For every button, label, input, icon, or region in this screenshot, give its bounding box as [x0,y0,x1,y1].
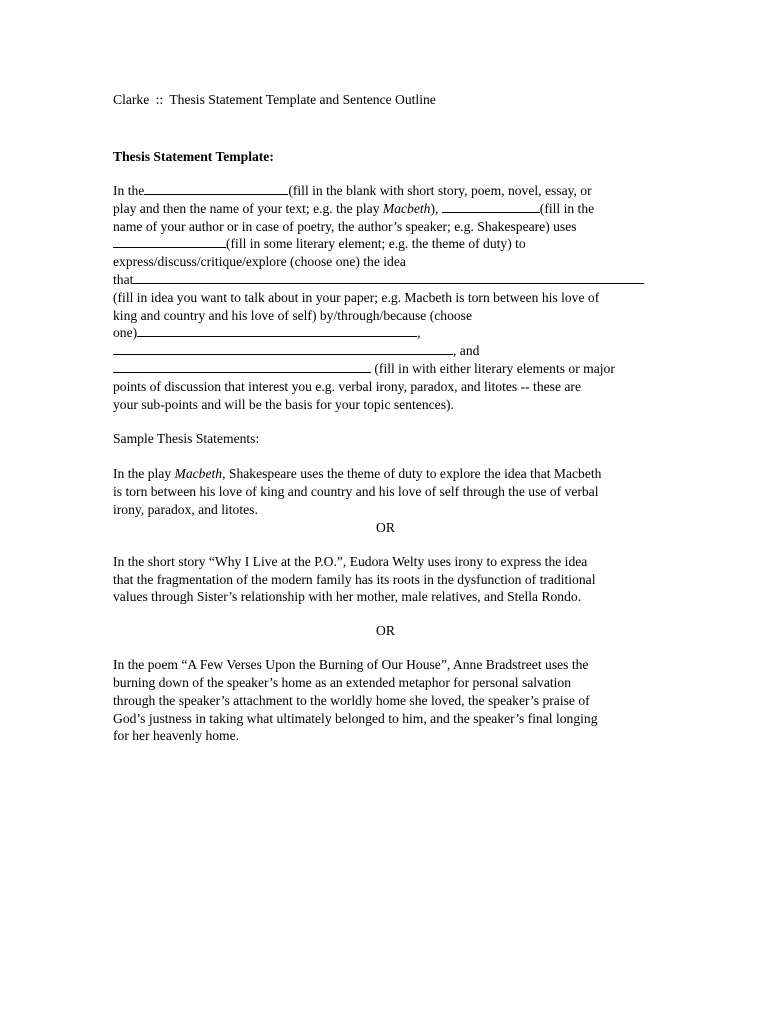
template-line [113,324,658,342]
template-line [113,200,658,218]
sample-line: through the speaker’s attachment to the worldly home she loved, the speaker’s praise of [113,692,590,708]
template-text: one) [113,325,138,341]
sample-line: that the fragmentation of the modern family has its roots in the dysfunction of traditional [113,571,596,587]
template-text: (fill in the blank with short story, poem, novel, essay, or [288,183,592,198]
fill-blank [113,342,453,355]
fill-blank [137,324,417,337]
document-page [113,91,658,745]
template-line [113,235,658,253]
template-text: ), [430,200,442,216]
template-text: , [417,325,421,341]
document-header [113,91,658,113]
document-title: Thesis Statement Template and Sentence Outline [169,92,436,107]
template-line [113,342,658,360]
template-text: (fill in with either literary elements or major [371,360,615,376]
template-text: , and [453,343,480,359]
template-line [113,360,658,378]
sample-text-italic: Macbeth [174,466,223,482]
sample-line: is torn between his love of king and country and his love of self through the use of verbal [113,484,599,500]
author-name: Clarke [113,92,150,107]
sample-line: God’s justness in taking what ultimately belonged to him, and the speaker’s final longing [113,710,598,726]
sample-thesis-1 [113,465,658,518]
samples-heading: Sample Thesis Statements: [113,431,260,447]
template-text: In the [113,183,145,198]
template-line [113,271,658,289]
template-heading: Thesis Statement Template: [113,149,274,164]
sample-thesis-2 [113,553,658,606]
sample-line: values through Sister’s relationship with her mother, male relatives, and Stella Rondo. [113,589,582,605]
template-line: express/discuss/critique/explore (choose one) the idea [113,254,406,270]
thesis-template [113,182,658,413]
template-line: name of your author or in case of poetry, the author’s speaker; e.g. Shakespeare) uses [113,218,577,234]
sample-line: irony, paradox, and litotes. [113,501,258,517]
sample-thesis-3 [113,656,658,745]
sample-line [113,465,658,483]
template-text-italic: Macbeth [382,200,431,216]
template-line [113,182,658,200]
template-line: king and country and his love of self) by/through/because (choose [113,307,473,323]
template-line: points of discussion that interest you e.g. verbal irony, paradox, and litotes -- these are [113,378,581,394]
or-divider: OR [376,623,395,639]
or-divider: OR [376,519,395,535]
template-line: (fill in idea you want to talk about in your paper; e.g. Macbeth is torn between his love of [113,289,600,305]
template-text: (fill in some literary element; e.g. the theme of duty) to [226,236,526,252]
sample-line: for her heavenly home. [113,728,240,744]
template-text: that [113,271,134,287]
fill-blank [113,235,226,248]
fill-blank [144,182,288,195]
header-separator: :: [155,92,164,107]
sample-text: , Shakespeare uses the theme of duty to explore the idea that Macbeth [222,466,602,482]
sample-line: burning down of the speaker’s home as an extended metaphor for personal salvation [113,674,572,690]
template-text: play and then the name of your text; e.g. the play [113,200,383,216]
template-text: (fill in the [539,200,595,216]
sample-text: In the play [113,466,175,482]
template-line: your sub-points and will be the basis for your topic sentences). [113,396,454,412]
sample-line: In the short story “Why I Live at the P.O.”, Eudora Welty uses irony to express the idea [113,553,588,569]
fill-blank [442,200,540,213]
fill-blank [113,360,371,373]
sample-line: In the poem “A Few Verses Upon the Burning of Our House”, Anne Bradstreet uses the [113,657,589,673]
fill-blank [133,271,644,284]
